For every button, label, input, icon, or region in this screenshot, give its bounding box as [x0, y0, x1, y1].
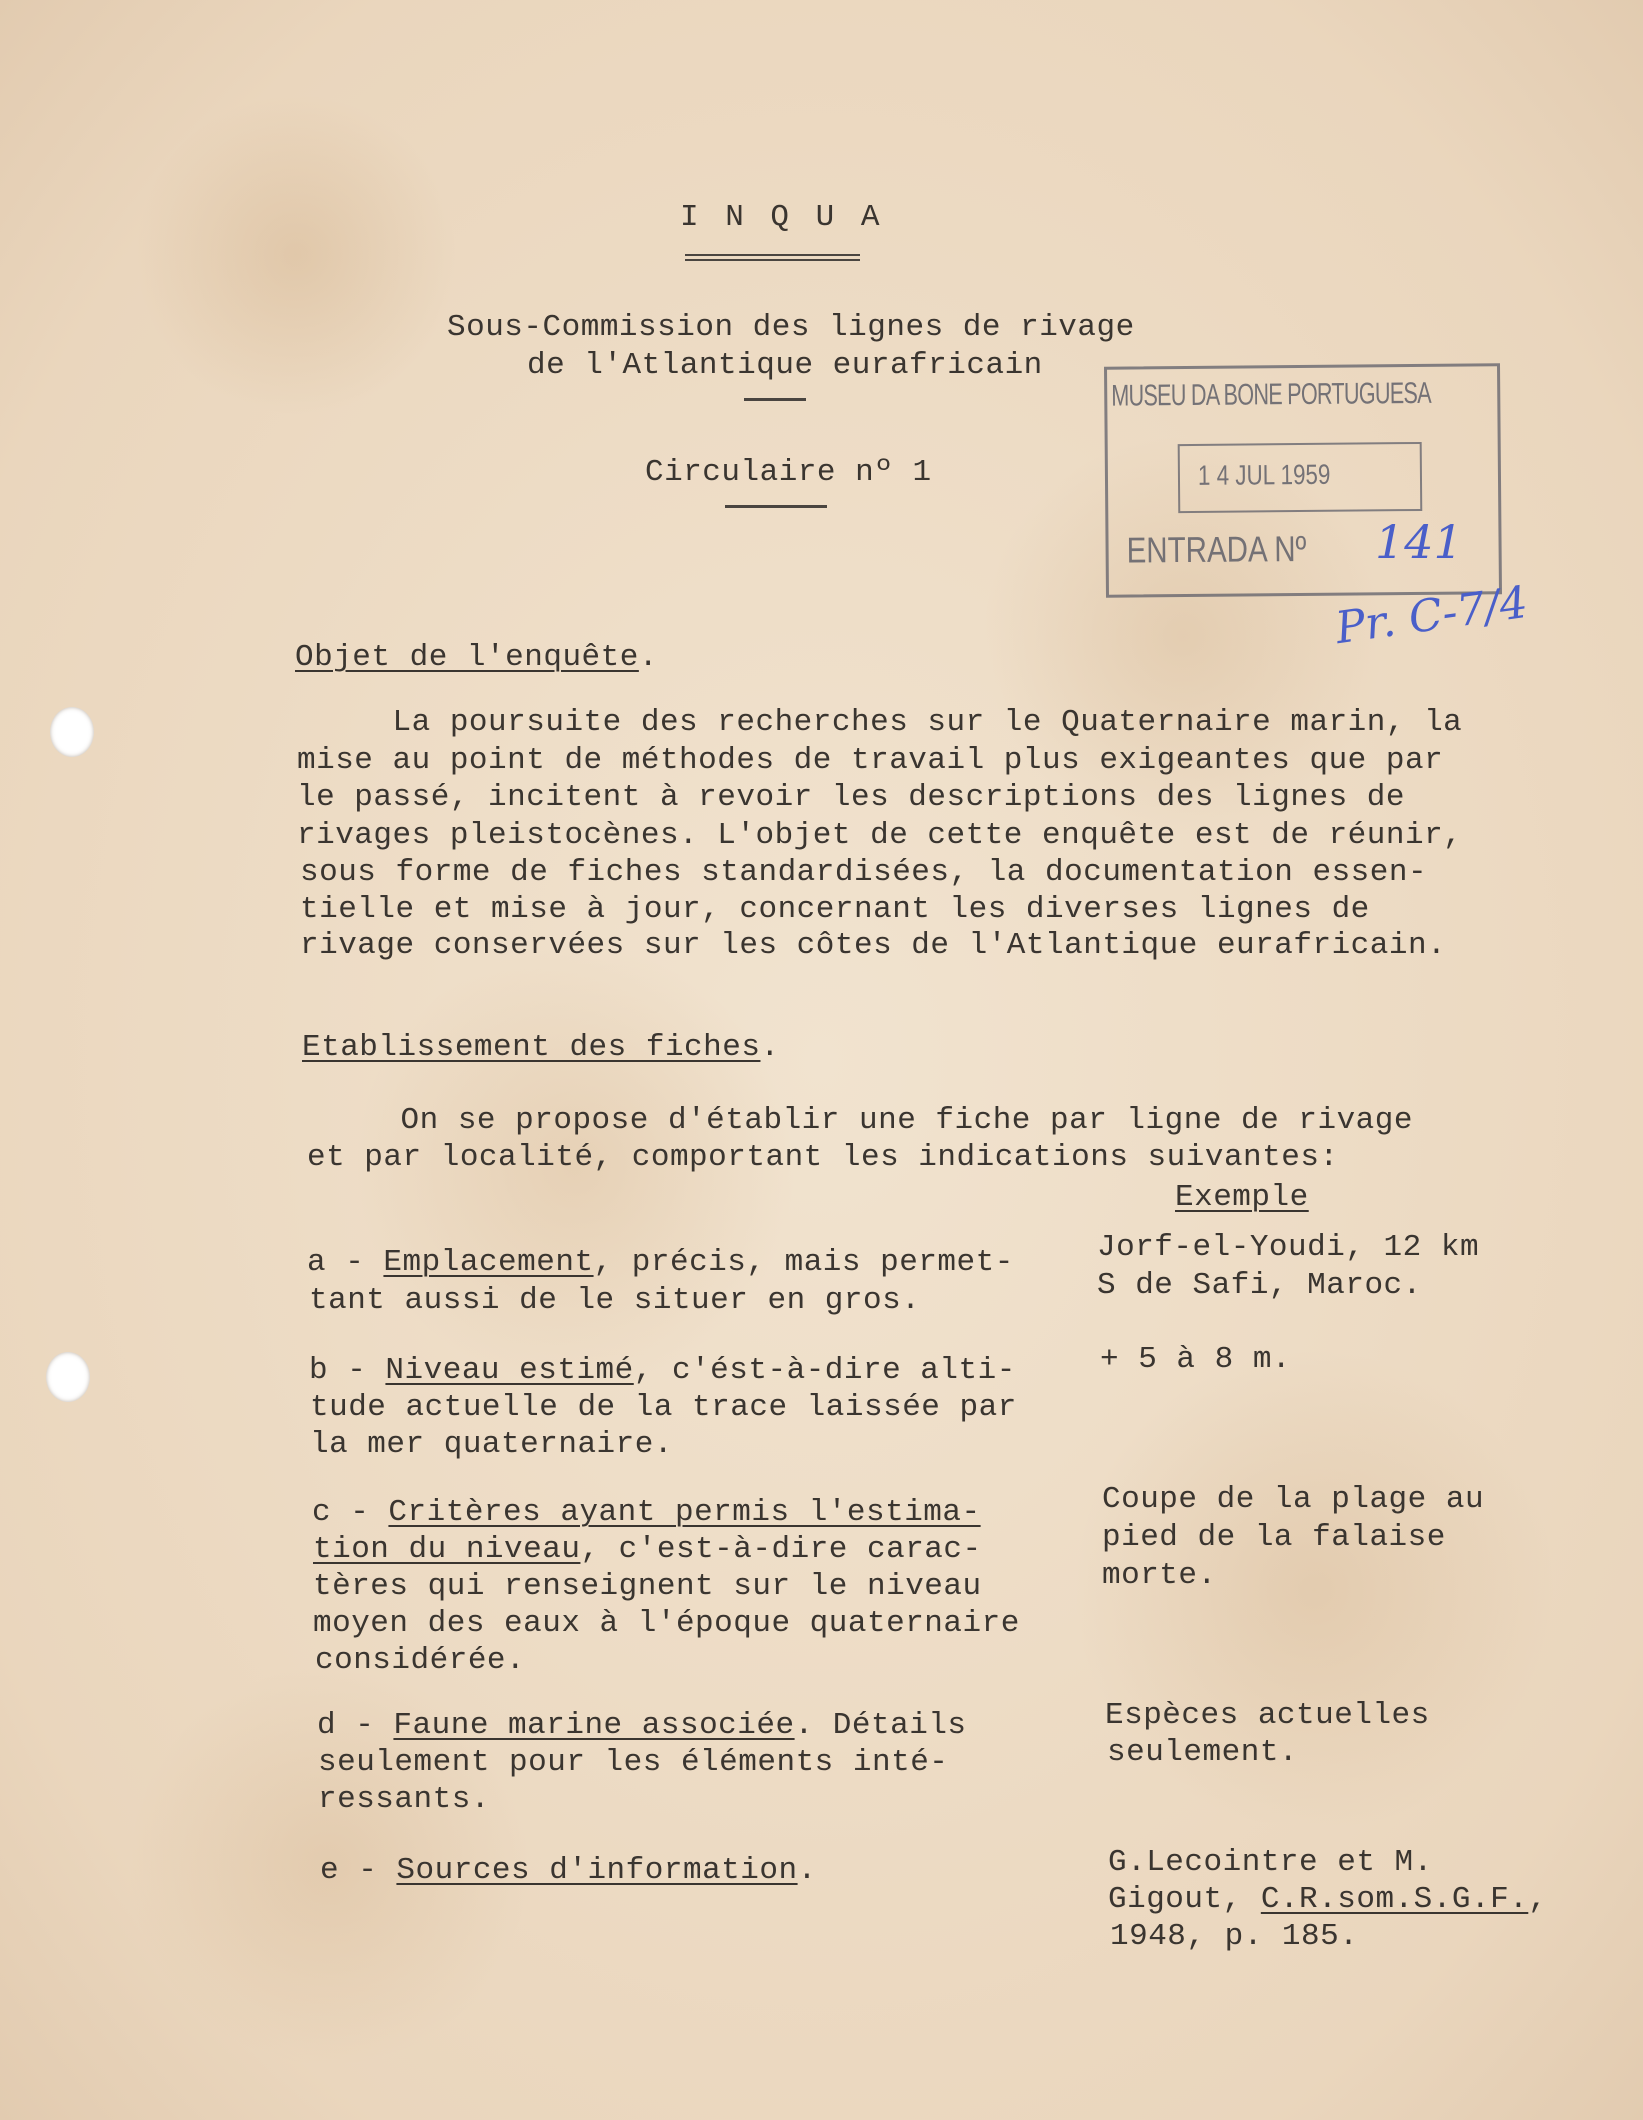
stamp-entry-label: ENTRADA Nº	[1126, 527, 1307, 571]
item-b-term: Niveau estimé	[385, 1353, 634, 1388]
item-d-line-2: seulement pour les éléments inté-	[318, 1745, 949, 1780]
item-b-line-1	[309, 1353, 1016, 1388]
item-a-letter: a -	[307, 1245, 384, 1280]
section1-line-4: rivages pleistocènes. L'objet de cette enquête est de réunir,	[297, 818, 1463, 853]
section1-line-1: La poursuite des recherches sur le Quaternaire marin, la	[297, 705, 1463, 740]
item-a-example-line-2: S de Safi, Maroc.	[1097, 1268, 1422, 1303]
subtitle-line1: Sous-Commission des lignes de rivage	[447, 310, 1135, 345]
item-b-rest: , c'ést-à-dire alti-	[633, 1353, 1016, 1388]
section2-intro-line-2: et par localité, comportant les indications suivantes:	[307, 1140, 1339, 1175]
handwritten-annotation: Pr. C-7/4	[1332, 576, 1531, 655]
item-c-line-1	[312, 1495, 981, 1530]
item-c-letter: c -	[312, 1495, 389, 1530]
section1-line-7: rivage conservées sur les côtes de l'Atlantique eurafricain.	[300, 928, 1447, 963]
section1-heading-end: .	[638, 640, 658, 675]
section2-heading-text: Etablissement des fiches	[302, 1030, 761, 1065]
item-c-line-5: considérée.	[315, 1643, 526, 1678]
binder-hole-bottom	[46, 1352, 90, 1402]
item-e-term: Sources d'information	[396, 1853, 798, 1888]
item-b-line-3: la mer quaternaire.	[310, 1427, 673, 1462]
item-e-example-line-2	[1108, 1882, 1547, 1917]
item-a-term: Emplacement	[383, 1245, 594, 1280]
item-b-letter: b -	[309, 1353, 386, 1388]
example-column-header: Exemple	[1175, 1180, 1309, 1215]
subtitle-line2: de l'Atlantique eurafricain	[527, 348, 1043, 383]
item-c-example-line-1: Coupe de la plage au	[1102, 1482, 1485, 1517]
item-c-example-line-2: pied de la falaise	[1102, 1520, 1446, 1555]
section1-line-2: mise au point de méthodes de travail plus exigeantes que par	[297, 743, 1444, 778]
org-title: I N Q U A	[680, 200, 884, 235]
item-b-example-line-1: + 5 à 8 m.	[1100, 1342, 1292, 1377]
item-e-example-post: ,	[1528, 1882, 1548, 1917]
section1-line-5: sous forme de fiches standardisées, la documentation essen-	[300, 855, 1428, 890]
stamp-date: 1 4 JUL 1959	[1197, 458, 1331, 491]
item-a-example-line-1: Jorf-el-Youdi, 12 km	[1097, 1230, 1480, 1265]
item-e-example-ref: C.R.som.S.G.F.	[1260, 1882, 1529, 1917]
item-e-line-1	[320, 1853, 817, 1888]
circular-title: Circulaire nº 1	[645, 455, 932, 490]
section2-heading	[302, 1030, 780, 1065]
section1-line-3: le passé, incitent à revoir les descriptions des lignes de	[297, 780, 1405, 815]
stamp-date-box	[1178, 442, 1423, 513]
circular-rule	[725, 505, 827, 508]
item-e-letter: e -	[320, 1853, 397, 1888]
item-d-example-line-2: seulement.	[1107, 1735, 1299, 1770]
item-e-rest: .	[797, 1853, 817, 1888]
stamp-entry-number: 141	[1375, 515, 1463, 569]
section1-line-6: tielle et mise à jour, concernant les diverses lignes de	[300, 892, 1370, 927]
section2-intro-line-1: On se propose d'établir une fiche par ligne de rivage	[305, 1103, 1413, 1138]
item-c-term: Critères ayant permis l'estima-	[388, 1495, 981, 1530]
stamp-museum-name: MUSEU DA BONE PORTUGUESA	[1111, 376, 1431, 413]
section1-heading	[295, 640, 658, 675]
item-c-line-3: tères qui renseignent sur le niveau	[313, 1569, 982, 1604]
subtitle-rule	[744, 398, 806, 401]
item-c-example-line-3: morte.	[1102, 1558, 1217, 1593]
item-b-line-2: tude actuelle de la trace laissée par	[310, 1390, 1017, 1425]
item-d-example-line-1: Espèces actuelles	[1105, 1698, 1430, 1733]
section1-heading-text: Objet de l'enquête	[295, 640, 639, 675]
item-c-line-4: moyen des eaux à l'époque quaternaire	[313, 1606, 1020, 1641]
binder-hole-top	[50, 707, 94, 757]
item-c-rest: , c'est-à-dire carac-	[580, 1532, 982, 1567]
item-c-term-2: tion du niveau	[313, 1532, 581, 1567]
item-d-term: Faune marine associée	[393, 1708, 795, 1743]
item-d-letter: d -	[317, 1708, 394, 1743]
item-e-example-line-3: 1948, p. 185.	[1110, 1919, 1359, 1954]
item-a-line-2: tant aussi de le situer en gros.	[309, 1283, 921, 1318]
item-a-rest: , précis, mais permet-	[593, 1245, 1014, 1280]
item-e-example-line-1: G.Lecointre et M.	[1108, 1845, 1433, 1880]
org-title-double-rule	[685, 254, 860, 261]
item-e-example-pre: Gigout,	[1108, 1882, 1261, 1917]
item-d-rest: . Détails	[794, 1708, 967, 1743]
item-d-line-3: ressants.	[318, 1782, 490, 1817]
item-a-line-1	[307, 1245, 1014, 1280]
item-c-line-2	[313, 1532, 982, 1567]
section2-heading-end: .	[760, 1030, 780, 1065]
item-d-line-1	[317, 1708, 967, 1743]
